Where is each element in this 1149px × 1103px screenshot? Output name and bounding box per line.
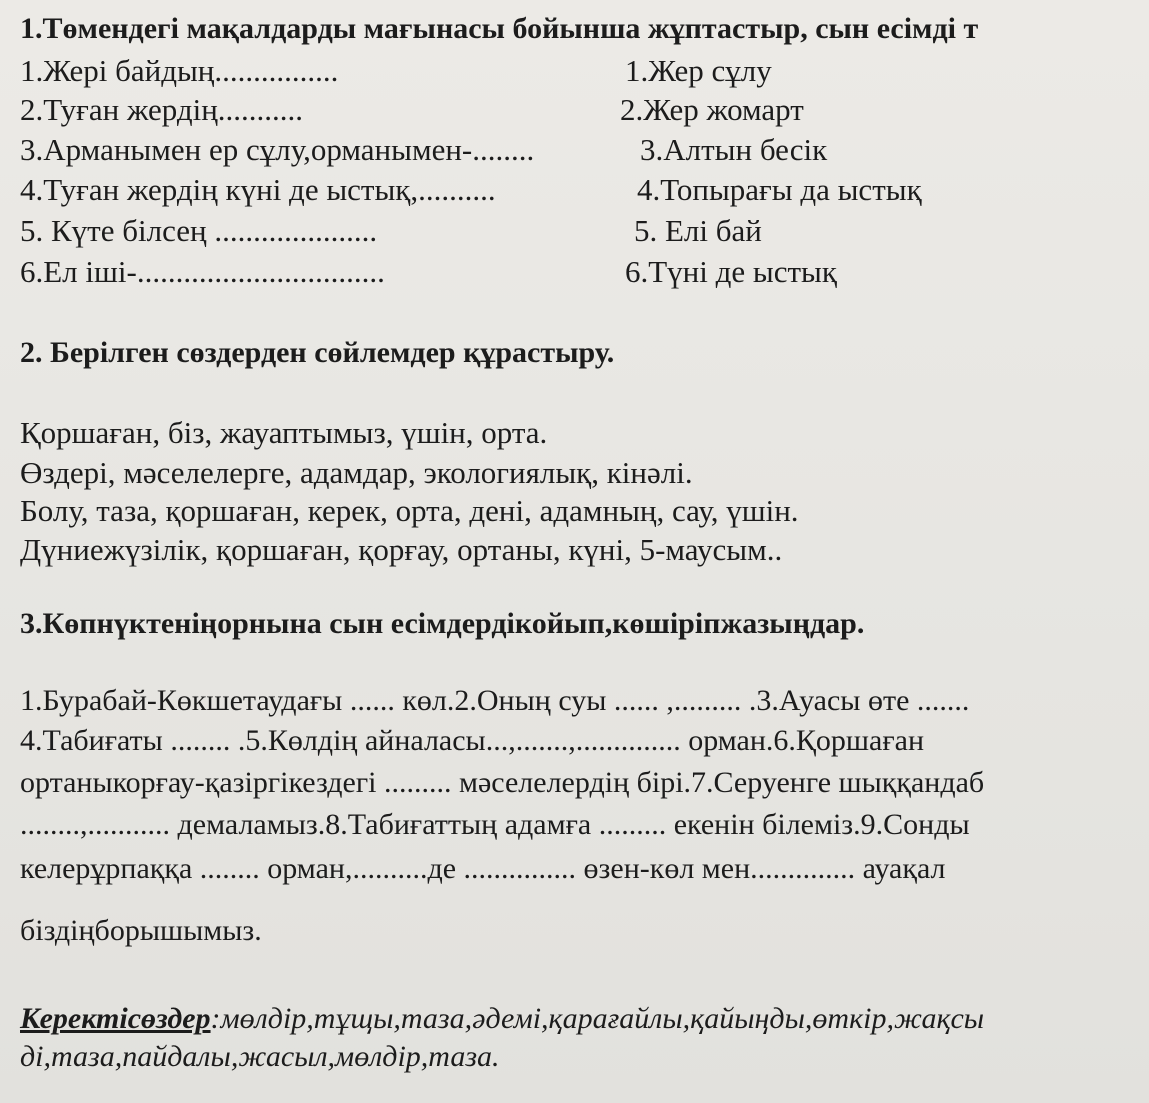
proverb-right-4: 4.Топырағы да ыстық <box>637 172 922 207</box>
keywords-label: Керектісөздер <box>20 1002 211 1035</box>
proverb-right-6: 6.Түні де ыстық <box>625 254 837 289</box>
fill-text-line-3: ортаныкорғау-қазіргікездегі ......... мәселелердің бірі.7.Серуенге шыққандаб <box>20 766 985 799</box>
sentence-task-4: Дүниежүзілік, қоршаған, қорғау, ортаны, күні, 5-маусым.. <box>20 532 783 567</box>
keywords-line-2: ді,таза,пайдалы,жасыл,мөлдір,таза. <box>20 1040 500 1073</box>
keywords-list-part-1: :мөлдір,тұщы,таза,әдемі,қарағайлы,қайыңды,өткір,жақсы <box>210 1002 985 1035</box>
proverb-right-2: 2.Жер жомарт <box>620 92 804 127</box>
fill-text-line-2: 4.Табиғаты ........ .5.Көлдің айналасы...,.......,.............. орман.6.Қоршаған <box>20 724 925 757</box>
proverb-left-2: 2.Туған жердің........... <box>20 92 304 127</box>
fill-text-line-5: келерұрпаққа ........ орман,..........де ............... өзен-көл мен.............. ауақал <box>20 852 946 885</box>
fill-text-line-6: біздіңборышымыз. <box>20 914 262 947</box>
proverb-left-1: 1.Жері байдың................ <box>20 53 339 88</box>
sentence-task-2: Өздері, мәселелерге, адамдар, экологиялық, кінәлі. <box>20 455 693 490</box>
proverb-right-3: 3.Алтын бесік <box>640 132 828 167</box>
sentence-task-1: Қоршаған, біз, жауаптымыз, үшін, орта. <box>20 415 548 450</box>
section1-title: 1.Төмендегі мақалдарды мағынасы бойынша жұптастыр, сын есімді т <box>20 12 979 45</box>
keywords-line-1 <box>20 1000 984 1038</box>
proverb-right-5: 5. Елі бай <box>634 213 762 248</box>
fill-text-line-4: ........,........... демаламыз.8.Табиғаттың адамға ......... екенін білеміз.9.Сонды <box>20 808 970 841</box>
sentence-task-3: Болу, таза, қоршаған, керек, орта, дені, адамның, сау, үшін. <box>20 493 799 528</box>
proverb-left-3: 3.Арманымен ер сұлу,орманымен-........ <box>20 132 535 167</box>
proverb-left-4: 4.Туған жердің күні де ыстық,.......... <box>20 172 496 207</box>
proverb-left-6: 6.Ел іші-................................ <box>20 254 385 289</box>
section3-title: 3.Көпнүктеніңорнына сын есімдердікойып,көшіріпжазыңдар. <box>20 607 865 640</box>
proverb-right-1: 1.Жер сұлу <box>625 53 772 88</box>
section2-title: 2. Берілген сөздерден сөйлемдер құрастыру. <box>20 336 615 369</box>
proverb-left-5: 5. Күте білсең ..................... <box>20 213 378 248</box>
fill-text-line-1: 1.Бурабай-Көкшетаудағы ...... көл.2.Оның суы ...... ,......... .3.Ауасы өте ....... <box>20 684 970 717</box>
